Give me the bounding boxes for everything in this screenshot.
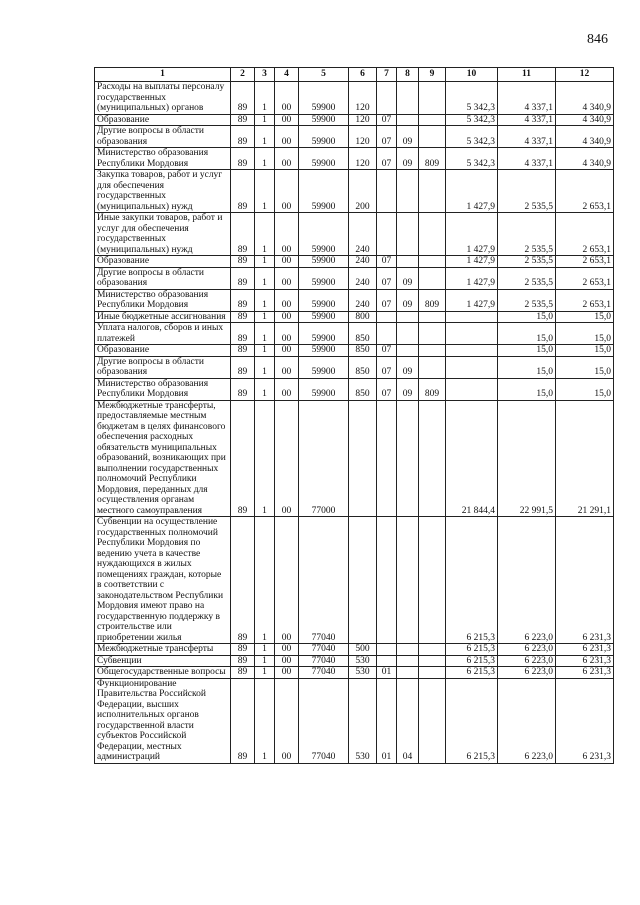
- code-cell: 09: [397, 148, 419, 170]
- amount-cell: 6 215,3: [446, 517, 498, 644]
- header-cell: 8: [397, 68, 419, 82]
- code-cell: [419, 678, 446, 763]
- table-row: [95, 378, 614, 400]
- code-cell: 04: [397, 678, 419, 763]
- code-cell: [419, 667, 446, 679]
- code-cell: 1: [255, 345, 275, 357]
- amount-cell: 2 653,1: [556, 289, 614, 311]
- code-cell: [397, 644, 419, 656]
- code-cell: 00: [275, 256, 299, 268]
- header-row: [95, 68, 614, 82]
- code-cell: 00: [275, 126, 299, 148]
- code-cell: [377, 82, 397, 115]
- code-cell: 59900: [299, 289, 349, 311]
- code-cell: 00: [275, 517, 299, 644]
- amount-cell: 1 427,9: [446, 267, 498, 289]
- row-name-cell: Уплата налогов, сборов и иных платежей: [95, 323, 231, 345]
- code-cell: 1: [255, 170, 275, 213]
- code-cell: 1: [255, 517, 275, 644]
- row-name-cell: Другие вопросы в области образования: [95, 126, 231, 148]
- table-row: [95, 311, 614, 323]
- code-cell: 00: [275, 82, 299, 115]
- code-cell: 1: [255, 213, 275, 256]
- code-cell: 240: [349, 267, 377, 289]
- amount-cell: 15,0: [498, 311, 556, 323]
- code-cell: [377, 655, 397, 667]
- amount-cell: 1 427,9: [446, 256, 498, 268]
- amount-cell: 6 223,0: [498, 655, 556, 667]
- amount-cell: 4 337,1: [498, 148, 556, 170]
- code-cell: 00: [275, 213, 299, 256]
- amount-cell: 5 342,3: [446, 114, 498, 126]
- code-cell: 01: [377, 678, 397, 763]
- code-cell: [349, 517, 377, 644]
- amount-cell: 4 337,1: [498, 126, 556, 148]
- header-cell: 2: [231, 68, 255, 82]
- code-cell: 00: [275, 289, 299, 311]
- code-cell: [397, 213, 419, 256]
- amount-cell: 4 340,9: [556, 126, 614, 148]
- code-cell: 120: [349, 82, 377, 115]
- code-cell: 59900: [299, 170, 349, 213]
- code-cell: 89: [231, 170, 255, 213]
- code-cell: 89: [231, 345, 255, 357]
- amount-cell: 2 535,5: [498, 267, 556, 289]
- code-cell: 1: [255, 378, 275, 400]
- code-cell: 00: [275, 678, 299, 763]
- amount-cell: 6 231,3: [556, 678, 614, 763]
- code-cell: 00: [275, 378, 299, 400]
- code-cell: 00: [275, 655, 299, 667]
- code-cell: 07: [377, 114, 397, 126]
- amount-cell: 2 535,5: [498, 256, 556, 268]
- table-row: [95, 323, 614, 345]
- page-number: 846: [587, 32, 608, 47]
- code-cell: [419, 655, 446, 667]
- header-cell: 6: [349, 68, 377, 82]
- code-cell: 530: [349, 667, 377, 679]
- code-cell: 00: [275, 114, 299, 126]
- code-cell: 1: [255, 667, 275, 679]
- table-row: [95, 289, 614, 311]
- code-cell: 89: [231, 400, 255, 517]
- amount-cell: [446, 323, 498, 345]
- amount-cell: 6 231,3: [556, 667, 614, 679]
- code-cell: 240: [349, 256, 377, 268]
- table-row: [95, 667, 614, 679]
- amount-cell: 15,0: [498, 378, 556, 400]
- header-cell: 1: [95, 68, 231, 82]
- code-cell: 89: [231, 378, 255, 400]
- table-row: [95, 170, 614, 213]
- code-cell: 120: [349, 148, 377, 170]
- table-row: [95, 148, 614, 170]
- code-cell: 59900: [299, 256, 349, 268]
- amount-cell: 6 223,0: [498, 517, 556, 644]
- code-cell: [419, 644, 446, 656]
- code-cell: [377, 311, 397, 323]
- code-cell: 809: [419, 378, 446, 400]
- row-name-cell: Функционирование Правительства Российской Федерации, высших исполнительных органов государственной власти субъектов Российской Федерации, местных администраций: [95, 678, 231, 763]
- code-cell: 1: [255, 82, 275, 115]
- code-cell: 850: [349, 356, 377, 378]
- code-cell: 59900: [299, 311, 349, 323]
- row-name-cell: Расходы на выплаты персоналу государственных (муниципальных) органов: [95, 82, 231, 115]
- code-cell: 1: [255, 323, 275, 345]
- code-cell: 09: [397, 378, 419, 400]
- code-cell: 07: [377, 345, 397, 357]
- code-cell: 09: [397, 126, 419, 148]
- row-name-cell: Субвенции на осуществление государственных полномочий Республики Мордовия по ведению учета в качестве нуждающихся в жилых помещениях граждан, которые в соответствии с законодательством Республики Мордовия имеют право на государственную поддержку в строительстве или приобретении жилья: [95, 517, 231, 644]
- amount-cell: 15,0: [556, 345, 614, 357]
- amount-cell: 15,0: [498, 345, 556, 357]
- code-cell: [397, 655, 419, 667]
- code-cell: 77040: [299, 655, 349, 667]
- amount-cell: [446, 378, 498, 400]
- amount-cell: [446, 311, 498, 323]
- amount-cell: 6 215,3: [446, 678, 498, 763]
- amount-cell: 2 535,5: [498, 289, 556, 311]
- table-row: [95, 400, 614, 517]
- code-cell: [419, 126, 446, 148]
- code-cell: 07: [377, 267, 397, 289]
- code-cell: 1: [255, 311, 275, 323]
- code-cell: 00: [275, 170, 299, 213]
- amount-cell: 6 223,0: [498, 678, 556, 763]
- code-cell: 77040: [299, 678, 349, 763]
- table-row: [95, 644, 614, 656]
- code-cell: [397, 345, 419, 357]
- code-cell: 09: [397, 289, 419, 311]
- code-cell: 89: [231, 655, 255, 667]
- amount-cell: 1 427,9: [446, 213, 498, 256]
- amount-cell: 15,0: [556, 311, 614, 323]
- code-cell: 59900: [299, 323, 349, 345]
- code-cell: 00: [275, 345, 299, 357]
- table-row: [95, 517, 614, 644]
- code-cell: 89: [231, 289, 255, 311]
- code-cell: 89: [231, 356, 255, 378]
- code-cell: 00: [275, 400, 299, 517]
- code-cell: [419, 345, 446, 357]
- amount-cell: 15,0: [498, 356, 556, 378]
- code-cell: 59900: [299, 356, 349, 378]
- code-cell: 89: [231, 213, 255, 256]
- header-cell: 7: [377, 68, 397, 82]
- amount-cell: 6 223,0: [498, 667, 556, 679]
- code-cell: [377, 517, 397, 644]
- row-name-cell: Министерство образования Республики Мордовия: [95, 289, 231, 311]
- code-cell: 09: [397, 356, 419, 378]
- code-cell: [377, 213, 397, 256]
- amount-cell: 21 291,1: [556, 400, 614, 517]
- code-cell: 500: [349, 644, 377, 656]
- code-cell: 120: [349, 114, 377, 126]
- amount-cell: 5 342,3: [446, 82, 498, 115]
- code-cell: [419, 82, 446, 115]
- amount-cell: 2 653,1: [556, 256, 614, 268]
- code-cell: 530: [349, 655, 377, 667]
- code-cell: 809: [419, 289, 446, 311]
- code-cell: 59900: [299, 378, 349, 400]
- code-cell: 00: [275, 267, 299, 289]
- code-cell: 89: [231, 82, 255, 115]
- code-cell: [419, 400, 446, 517]
- code-cell: 120: [349, 126, 377, 148]
- amount-cell: 22 991,5: [498, 400, 556, 517]
- amount-cell: 6 231,3: [556, 655, 614, 667]
- row-name-cell: Межбюджетные трансферты: [95, 644, 231, 656]
- row-name-cell: Министерство образования Республики Мордовия: [95, 378, 231, 400]
- amount-cell: [446, 356, 498, 378]
- code-cell: [377, 400, 397, 517]
- code-cell: [419, 170, 446, 213]
- code-cell: [419, 267, 446, 289]
- code-cell: [377, 170, 397, 213]
- code-cell: 89: [231, 517, 255, 644]
- code-cell: 1: [255, 655, 275, 667]
- code-cell: 77040: [299, 644, 349, 656]
- row-name-cell: Образование: [95, 345, 231, 357]
- code-cell: 00: [275, 323, 299, 345]
- header-cell: 9: [419, 68, 446, 82]
- table-row: [95, 82, 614, 115]
- amount-cell: 1 427,9: [446, 289, 498, 311]
- header-cell: 11: [498, 68, 556, 82]
- code-cell: 89: [231, 126, 255, 148]
- code-cell: [397, 323, 419, 345]
- code-cell: [397, 311, 419, 323]
- amount-cell: [446, 345, 498, 357]
- code-cell: 240: [349, 213, 377, 256]
- code-cell: 77040: [299, 517, 349, 644]
- row-name-cell: Иные закупки товаров, работ и услуг для обеспечения государственных (муниципальных) нужд: [95, 213, 231, 256]
- code-cell: 59900: [299, 82, 349, 115]
- code-cell: 59900: [299, 148, 349, 170]
- amount-cell: 6 215,3: [446, 644, 498, 656]
- code-cell: 00: [275, 667, 299, 679]
- code-cell: [397, 256, 419, 268]
- code-cell: [397, 400, 419, 517]
- table-row: [95, 655, 614, 667]
- amount-cell: 4 340,9: [556, 114, 614, 126]
- code-cell: 240: [349, 289, 377, 311]
- row-name-cell: Субвенции: [95, 655, 231, 667]
- table-body: [95, 82, 614, 764]
- amount-cell: 5 342,3: [446, 148, 498, 170]
- code-cell: [419, 517, 446, 644]
- code-cell: 89: [231, 311, 255, 323]
- code-cell: 59900: [299, 345, 349, 357]
- budget-table: [94, 67, 614, 764]
- code-cell: 07: [377, 356, 397, 378]
- row-name-cell: Другие вопросы в области образования: [95, 267, 231, 289]
- amount-cell: 5 342,3: [446, 126, 498, 148]
- amount-cell: 2 653,1: [556, 170, 614, 213]
- amount-cell: 6 215,3: [446, 667, 498, 679]
- table-row: [95, 213, 614, 256]
- code-cell: 07: [377, 378, 397, 400]
- code-cell: 09: [397, 267, 419, 289]
- amount-cell: 2 535,5: [498, 213, 556, 256]
- code-cell: 1: [255, 356, 275, 378]
- code-cell: [397, 82, 419, 115]
- code-cell: 1: [255, 678, 275, 763]
- table-row: [95, 345, 614, 357]
- table-row: [95, 267, 614, 289]
- code-cell: 00: [275, 148, 299, 170]
- row-name-cell: Закупка товаров, работ и услуг для обеспечения государственных (муниципальных) нужд: [95, 170, 231, 213]
- row-name-cell: Межбюджетные трансферты, предоставляемые местным бюджетам в целях финансового обеспечения расходных обязательств муниципальных образований, возникающих при выполнении государственных полномочий Республики Мордовия, переданных для осуществления органам местного самоуправления: [95, 400, 231, 517]
- code-cell: 200: [349, 170, 377, 213]
- header-cell: 3: [255, 68, 275, 82]
- code-cell: 1: [255, 400, 275, 517]
- code-cell: [419, 256, 446, 268]
- code-cell: 89: [231, 148, 255, 170]
- code-cell: [397, 114, 419, 126]
- code-cell: [377, 323, 397, 345]
- code-cell: 850: [349, 378, 377, 400]
- amount-cell: 6 215,3: [446, 655, 498, 667]
- amount-cell: 2 535,5: [498, 170, 556, 213]
- amount-cell: 15,0: [498, 323, 556, 345]
- code-cell: 1: [255, 289, 275, 311]
- amount-cell: 21 844,4: [446, 400, 498, 517]
- code-cell: 59900: [299, 213, 349, 256]
- table-header: [95, 68, 614, 82]
- row-name-cell: Другие вопросы в области образования: [95, 356, 231, 378]
- code-cell: [377, 644, 397, 656]
- code-cell: 1: [255, 148, 275, 170]
- code-cell: 89: [231, 644, 255, 656]
- code-cell: 800: [349, 311, 377, 323]
- code-cell: [349, 400, 377, 517]
- code-cell: [419, 323, 446, 345]
- amount-cell: 4 340,9: [556, 82, 614, 115]
- code-cell: 89: [231, 267, 255, 289]
- code-cell: 89: [231, 667, 255, 679]
- code-cell: [419, 114, 446, 126]
- header-cell: 5: [299, 68, 349, 82]
- amount-cell: 4 340,9: [556, 148, 614, 170]
- code-cell: [419, 356, 446, 378]
- amount-cell: 15,0: [556, 378, 614, 400]
- code-cell: [419, 311, 446, 323]
- code-cell: 1: [255, 267, 275, 289]
- table-row: [95, 678, 614, 763]
- amount-cell: 6 223,0: [498, 644, 556, 656]
- code-cell: [419, 213, 446, 256]
- amount-cell: 2 653,1: [556, 213, 614, 256]
- code-cell: 1: [255, 644, 275, 656]
- amount-cell: 2 653,1: [556, 267, 614, 289]
- code-cell: [397, 170, 419, 213]
- code-cell: 89: [231, 114, 255, 126]
- code-cell: 59900: [299, 126, 349, 148]
- amount-cell: 1 427,9: [446, 170, 498, 213]
- amount-cell: 4 337,1: [498, 82, 556, 115]
- amount-cell: 15,0: [556, 356, 614, 378]
- code-cell: 1: [255, 256, 275, 268]
- amount-cell: 6 231,3: [556, 517, 614, 644]
- code-cell: [397, 667, 419, 679]
- code-cell: 850: [349, 345, 377, 357]
- code-cell: 530: [349, 678, 377, 763]
- code-cell: 07: [377, 148, 397, 170]
- amount-cell: 15,0: [556, 323, 614, 345]
- header-cell: 10: [446, 68, 498, 82]
- code-cell: 07: [377, 126, 397, 148]
- table-row: [95, 356, 614, 378]
- amount-cell: 6 231,3: [556, 644, 614, 656]
- row-name-cell: Образование: [95, 114, 231, 126]
- code-cell: 00: [275, 356, 299, 378]
- amount-cell: 4 337,1: [498, 114, 556, 126]
- code-cell: 59900: [299, 267, 349, 289]
- code-cell: 77000: [299, 400, 349, 517]
- table-row: [95, 256, 614, 268]
- code-cell: 1: [255, 114, 275, 126]
- code-cell: 89: [231, 256, 255, 268]
- row-name-cell: Министерство образования Республики Мордовия: [95, 148, 231, 170]
- code-cell: 850: [349, 323, 377, 345]
- code-cell: 809: [419, 148, 446, 170]
- code-cell: 00: [275, 311, 299, 323]
- table-row: [95, 126, 614, 148]
- code-cell: 07: [377, 256, 397, 268]
- code-cell: 77040: [299, 667, 349, 679]
- row-name-cell: Образование: [95, 256, 231, 268]
- code-cell: 1: [255, 126, 275, 148]
- code-cell: [397, 517, 419, 644]
- code-cell: 01: [377, 667, 397, 679]
- code-cell: 89: [231, 323, 255, 345]
- code-cell: 89: [231, 678, 255, 763]
- table-row: [95, 114, 614, 126]
- header-cell: 12: [556, 68, 614, 82]
- code-cell: 00: [275, 644, 299, 656]
- row-name-cell: Общегосударственные вопросы: [95, 667, 231, 679]
- row-name-cell: Иные бюджетные ассигнования: [95, 311, 231, 323]
- code-cell: 59900: [299, 114, 349, 126]
- header-cell: 4: [275, 68, 299, 82]
- code-cell: 07: [377, 289, 397, 311]
